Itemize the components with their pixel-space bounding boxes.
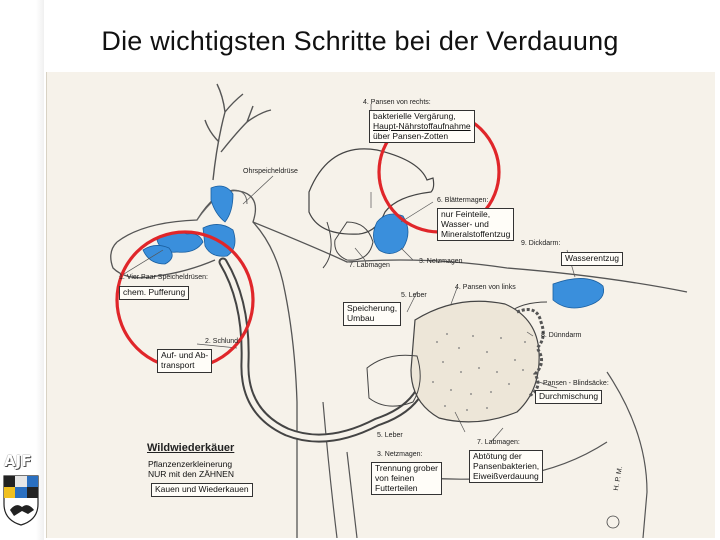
box-bakterielle-vergarung [369, 110, 475, 143]
box-line: Haupt-Nährstoffaufnahme [373, 120, 471, 131]
ajf-logo-text: AJF [4, 452, 32, 470]
label-blattermagen: 6. Blättermagen: [437, 197, 489, 204]
box-feinteile [437, 208, 514, 241]
legend-kauen-box [151, 483, 253, 497]
box-line: bakterielle Vergärung, [373, 111, 456, 121]
label-ohrspeicheldruse: Ohrspeicheldrüse [243, 168, 298, 175]
label-pansen-links: 4. Pansen von links [455, 284, 516, 291]
box-line: Wasserentzug [565, 253, 620, 263]
label-leber-upper: 5. Leber [401, 292, 427, 299]
box-abtotung [469, 450, 543, 483]
label-schlund: 2. Schlund: [205, 338, 241, 345]
legend-line: NUR mit den ZÄHNEN [148, 468, 234, 479]
box-trennung [371, 462, 442, 495]
box-line: Speicherung, [347, 303, 398, 313]
box-line: über Pansen-Zotten [373, 130, 449, 141]
box-line: nur Feinteile, [441, 209, 491, 219]
label-pansen-rechts: 4. Pansen von rechts: [363, 99, 431, 106]
label-labmagen-upper: 7. Labmagen [349, 262, 390, 269]
label-labmagen-lower: 7. Labmagen: [477, 439, 520, 446]
box-line: Abtötung der [473, 451, 522, 461]
box-line: Umbau [347, 312, 375, 323]
digestion-diagram [46, 72, 715, 538]
coat-of-arms-icon [2, 474, 40, 526]
label-netzmagen-upper: 3. Netzmagen [419, 258, 463, 265]
label-netzmagen-lower: 3. Netzmagen: [377, 451, 423, 458]
box-speicherung [343, 302, 401, 326]
label-artist-signature: H. P. M. [613, 465, 625, 492]
slide-title: Die wichtigsten Schritte bei der Verdauung [101, 26, 619, 56]
box-line: transport [161, 359, 195, 370]
label-pansen-blindsacke: Pansen - Blindsäcke: [543, 380, 609, 387]
label-vier-paar: 1. Vier Paar Speicheldrüsen: [119, 274, 208, 281]
box-line: Mineralstoffentzug [441, 228, 511, 239]
box-line: Futterteilen [375, 482, 418, 493]
label-leber-lower: 5. Leber [377, 432, 403, 439]
copyright-mark-icon [607, 516, 619, 528]
box-line: Auf- und Ab- [161, 350, 209, 360]
rumen-right-outline [309, 149, 434, 234]
box-chem-pufferung [119, 286, 189, 300]
large-intestine-blue [553, 278, 604, 308]
legend-heading: Wildwiederkäuer [147, 442, 235, 454]
legend-text [145, 459, 237, 481]
box-line: Eiweißverdauung [473, 470, 539, 481]
box-line: von feinen [375, 472, 415, 483]
box-line: Trennung grober [375, 463, 439, 473]
label-dunndarm: 8. Dünndarm [541, 332, 582, 339]
box-line: Durchmischung [539, 391, 599, 401]
box-auf-ab-transport [157, 349, 212, 373]
legend-line: Kauen und Wiederkauen [155, 484, 249, 494]
rumen-left-outline [411, 301, 539, 422]
box-line: Wasser- und [441, 218, 489, 229]
box-line: chem. Pufferung [123, 287, 186, 297]
label-dickdarm: 9. Dickdarm: [521, 240, 561, 247]
antler-outline [205, 84, 271, 180]
box-line: Pansenbakterien, [473, 460, 540, 471]
box-durchmischung [535, 390, 602, 404]
legend-line: Pflanzenzerkleinerung [148, 459, 233, 469]
box-wasserentzug [561, 252, 623, 266]
